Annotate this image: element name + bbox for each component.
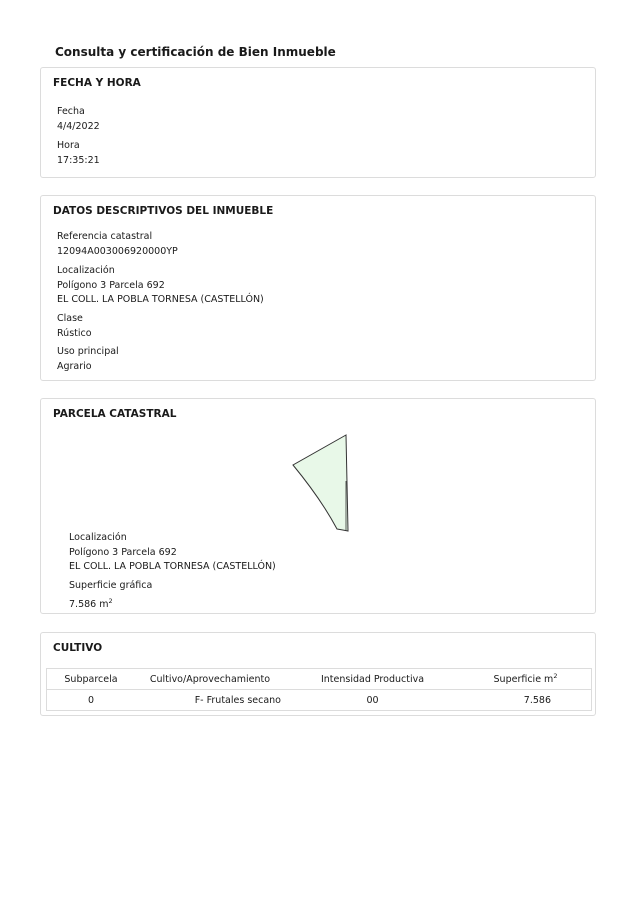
- parcela-localizacion-label: Localización: [69, 532, 127, 543]
- cell-superficie: 7.586: [523, 694, 551, 706]
- cell-subparcela: 0: [87, 694, 95, 706]
- cultivo-section: [40, 632, 596, 716]
- parcela-localizacion-field: [69, 531, 276, 575]
- parcela-localizacion-line1: Polígono 3 Parcela 692: [69, 546, 177, 558]
- page-title: Consulta y certificación de Bien Inmueble: [55, 45, 336, 59]
- table-row: [47, 690, 592, 711]
- fecha-field: [57, 105, 100, 134]
- parcela-heading: PARCELA CATASTRAL: [53, 408, 177, 420]
- datos-heading: DATOS DESCRIPTIVOS DEL INMUEBLE: [53, 205, 274, 217]
- hora-value: 17:35:21: [57, 154, 100, 166]
- uso-label: Uso principal: [57, 346, 119, 357]
- fecha-label: Fecha: [57, 106, 85, 117]
- datos-section: [40, 195, 596, 381]
- cultivo-table: [46, 668, 592, 711]
- clase-value: Rústico: [57, 327, 92, 339]
- localizacion-line2: EL COLL. LA POBLA TORNESA (CASTELLÓN): [57, 294, 264, 305]
- clase-field: [57, 312, 92, 341]
- superficie-label: Superficie gráfica: [69, 580, 153, 591]
- superficie-value-wrap: [69, 594, 152, 613]
- referencia-field: [57, 230, 178, 259]
- superficie-field: [69, 579, 152, 612]
- col-superficie-exp: 2: [553, 672, 558, 681]
- col-cultivo: Cultivo/Aprovechamiento: [149, 673, 271, 685]
- parcela-section: [40, 398, 596, 614]
- superficie-value: 7.586 m: [69, 598, 109, 610]
- parcel-shape: [293, 435, 348, 531]
- localizacion-label: Localización: [57, 265, 115, 276]
- col-superficie-label: Superficie m: [493, 674, 554, 686]
- superficie-exp: 2: [108, 596, 113, 605]
- col-subparcela: Subparcela: [64, 673, 118, 685]
- col-superficie: [460, 669, 592, 690]
- cultivo-header-row: [47, 669, 592, 690]
- cell-cultivo: F- Frutales secano: [194, 694, 281, 706]
- hora-label: Hora: [57, 140, 80, 151]
- cell-intensidad: 00: [366, 694, 379, 706]
- localizacion-field: [57, 264, 264, 308]
- cultivo-heading: CULTIVO: [53, 642, 103, 654]
- fecha-value: 4/4/2022: [57, 120, 100, 132]
- referencia-value: 12094A003006920000YP: [57, 245, 178, 257]
- uso-field: [57, 345, 119, 374]
- localizacion-line1: Polígono 3 Parcela 692: [57, 279, 165, 291]
- uso-value: Agrario: [57, 360, 92, 372]
- fecha-hora-heading: FECHA Y HORA: [53, 77, 141, 89]
- parcela-localizacion-line2: EL COLL. LA POBLA TORNESA (CASTELLÓN): [69, 561, 276, 572]
- hora-field: [57, 139, 100, 168]
- fecha-hora-section: [40, 67, 596, 178]
- col-intensidad: Intensidad Productiva: [320, 673, 425, 685]
- referencia-label: Referencia catastral: [57, 231, 153, 242]
- clase-label: Clase: [57, 313, 83, 324]
